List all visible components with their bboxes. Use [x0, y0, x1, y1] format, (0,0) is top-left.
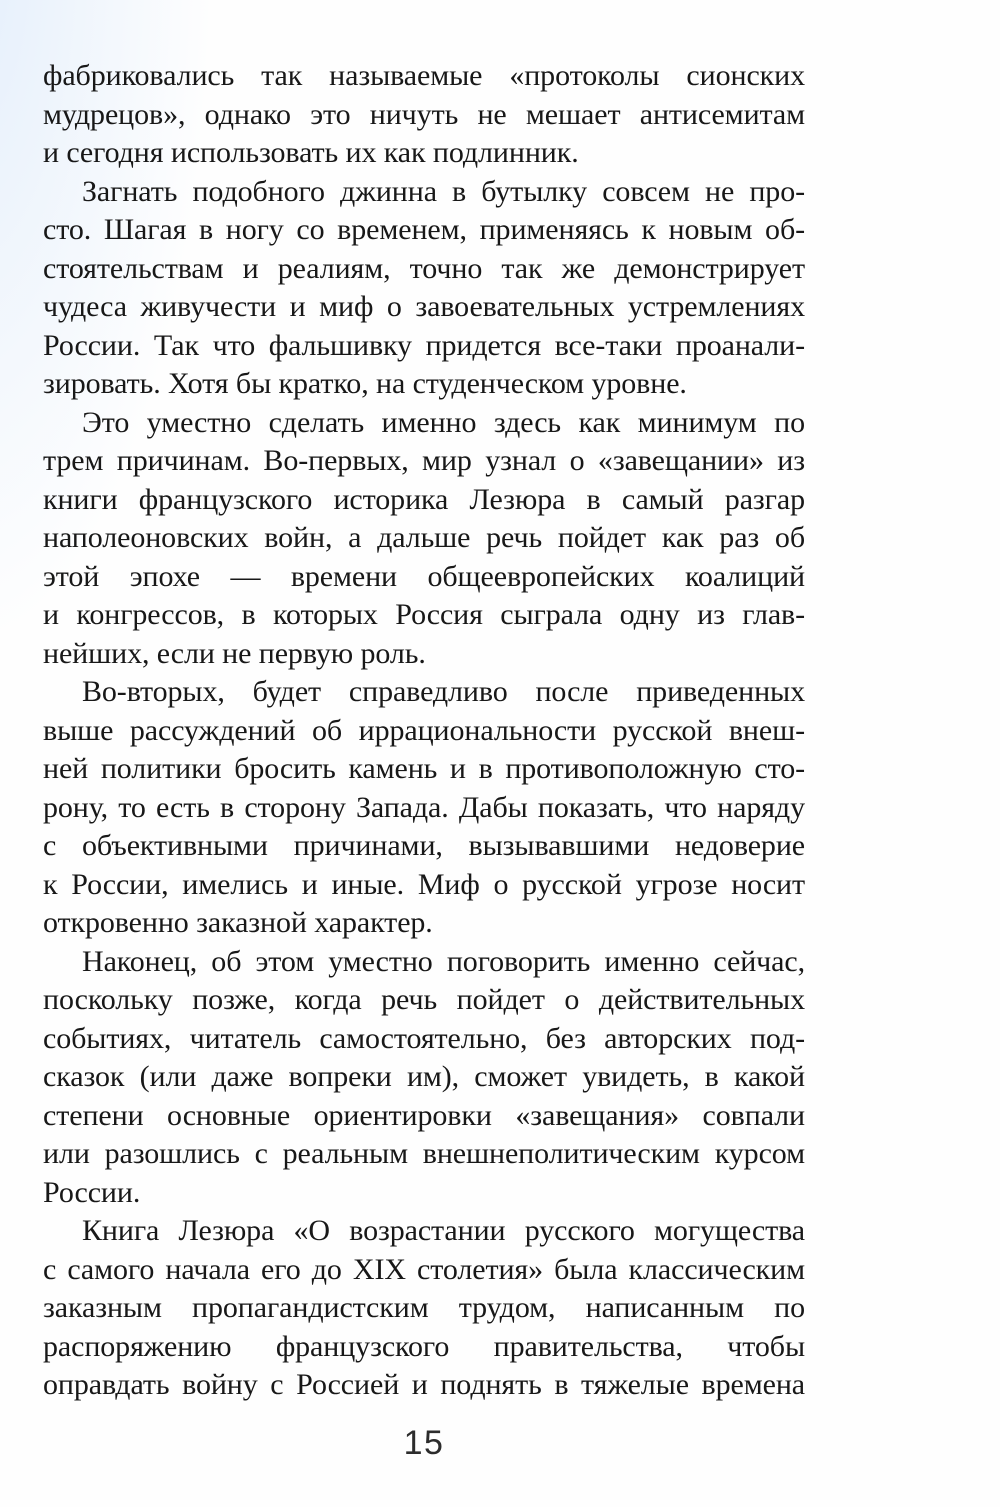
text-line: зировать. Хотя бы кратко, на студенческом уровне. [43, 367, 687, 400]
text-line: трем причинам. Во-первых, мир узнал о «завещании» из [43, 444, 805, 477]
text-line: сказок (или даже вопреки им), сможет увидеть, в какой [43, 1060, 805, 1093]
body-text [43, 57, 805, 1405]
text-line: заказным пропагандистским трудом, написанным по [43, 1291, 805, 1324]
text-line: оправдать войну с Россией и поднять в тяжелые времена [43, 1368, 805, 1401]
text-line: книги французского историка Лезюра в самый разгар [43, 482, 805, 516]
text-line: России. [43, 1175, 141, 1209]
text-line: нейших, если не первую роль. [43, 636, 426, 670]
text-line: мудрецов», однако это ничуть не мешает антисемитам [43, 97, 805, 131]
text-line: поскольку позже, когда речь пойдет о действительных [43, 983, 805, 1016]
text-line: степени основные ориентировки «завещания» совпали [43, 1098, 805, 1132]
text-line: с самого начала его до XIX столетия» была классическим [43, 1252, 805, 1286]
text-line: сто. Шагая в ногу со временем, применяясь к новым об- [43, 213, 805, 246]
text-line: чудеса живучести и миф о завоевательных устремлениях [43, 290, 805, 323]
text-line: событиях, читатель самостоятельно, без авторских под- [43, 1021, 805, 1055]
text-line: распоряжению французского правительства, чтобы [43, 1329, 805, 1363]
text-line: этой эпохе — времени общеевропейских коалиций [43, 559, 805, 593]
text-line: Книга Лезюра «О возрастании русского могущества [82, 1214, 805, 1247]
text-line: и конгрессов, в которых Россия сыграла одну из глав- [43, 598, 805, 631]
text-line: откровенно заказной характер. [43, 906, 433, 939]
text-line: России. Так что фальшивку придется все-таки проанали- [43, 328, 805, 362]
text-line: фабриковались так называемые «протоколы сионских [43, 59, 805, 92]
text-line: выше рассуждений об иррациональности русской внеш- [43, 713, 805, 747]
text-line: с объективными причинами, вызывавшими недоверие [43, 829, 805, 862]
text-line: Во-вторых, будет справедливо после приведенных [82, 675, 805, 708]
text-line: ней политики бросить камень и в противоположную сто- [43, 752, 805, 785]
text-line: или разошлись с реальным внешнеполитическим курсом [43, 1137, 805, 1170]
text-line: и сегодня использовать их как подлинник. [43, 136, 579, 169]
text-line: Загнать подобного джинна в бутылку совсем не про- [82, 174, 805, 208]
text-line: наполеоновских войн, а дальше речь пойдет как раз об [43, 521, 805, 554]
text-line: к России, имелись и иные. Миф о русской угрозе носит [43, 867, 805, 901]
page-number: 15 [403, 1424, 445, 1462]
text-line: Наконец, об этом уместно поговорить именно сейчас, [82, 944, 805, 978]
text-line: рону, то есть в сторону Запада. Дабы показать, что наряду [43, 790, 805, 824]
text-line: Это уместно сделать именно здесь как минимум по [82, 405, 805, 439]
text-line: стоятельствам и реалиям, точно так же демонстрирует [43, 251, 805, 285]
